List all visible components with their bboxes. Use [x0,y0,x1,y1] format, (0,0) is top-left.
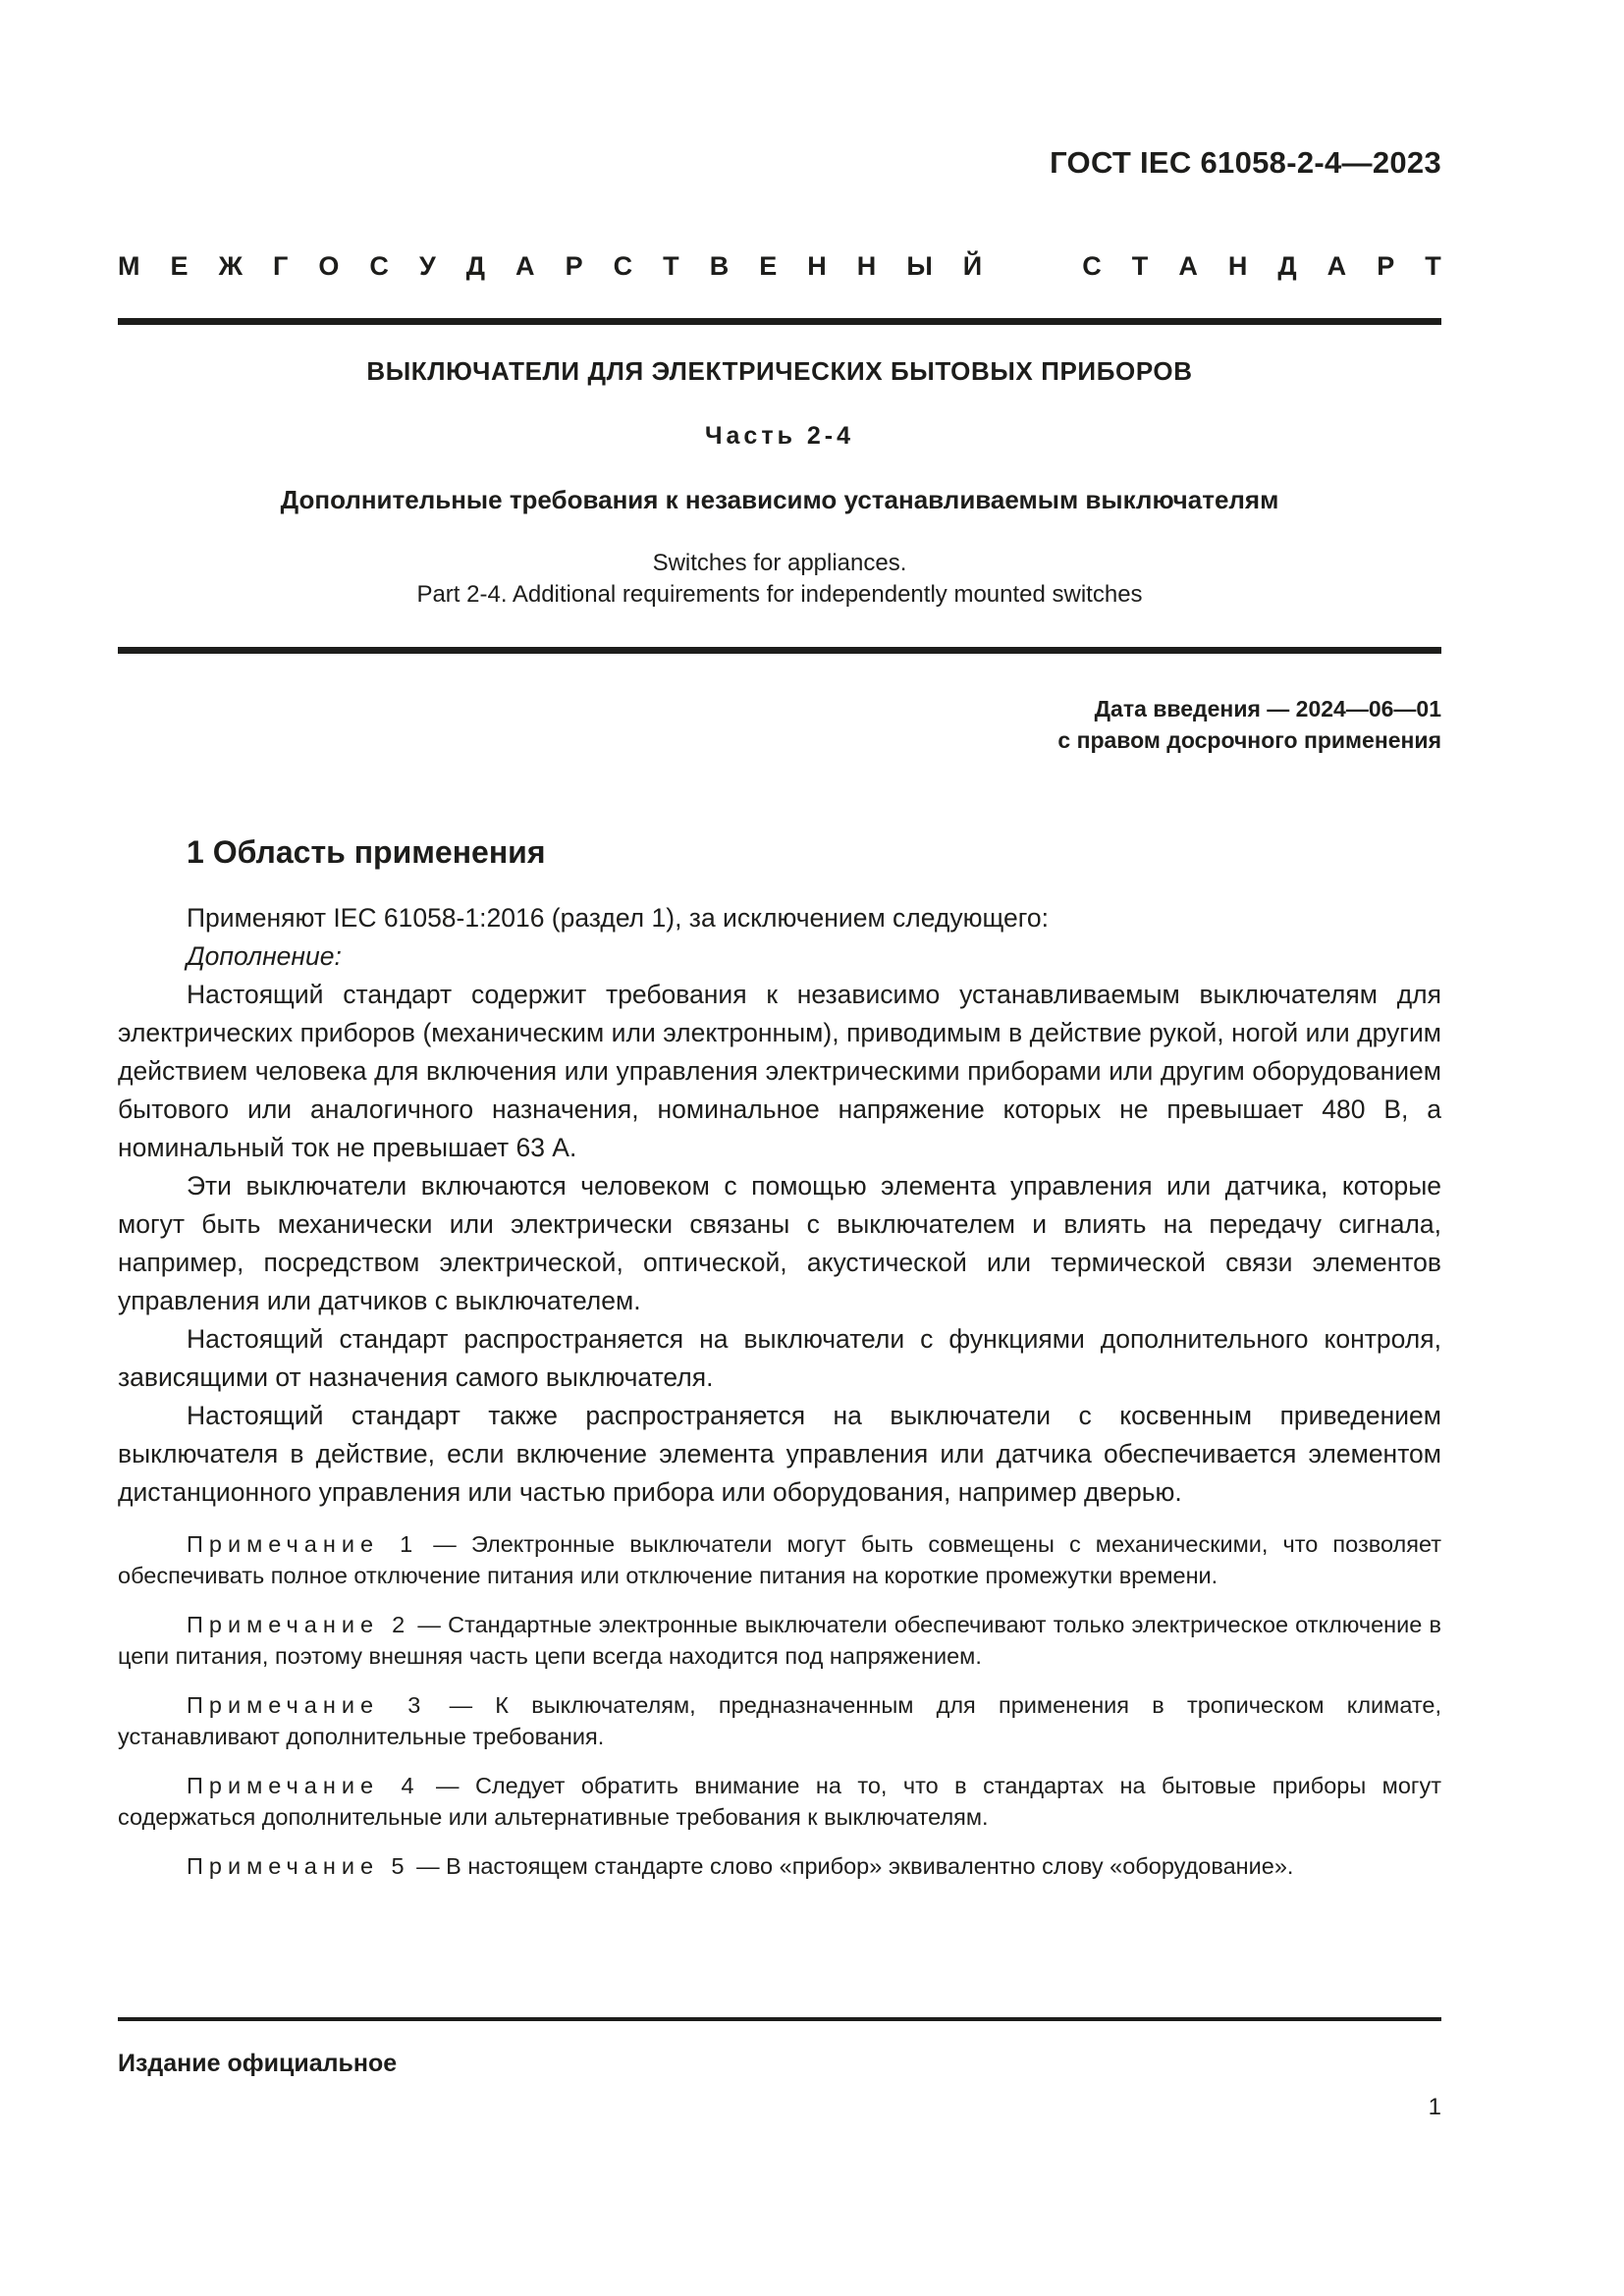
banner-letter: С [1082,251,1102,281]
footer-rule [118,2017,1441,2021]
banner-word-gap [1012,251,1052,282]
body-paragraph: Эти выключатели включаются человеком с помощью элемента управления или датчика, которые могут быть механически или электрически связаны с выключателем и влиять на передачу сигнала, например, посредством электрической, оптической, акустической или термической связи элементов управления или датчиков с выключателем. [118,1171,1441,1315]
banner-letter: Д [465,251,486,281]
banner-letter: А [515,251,535,281]
banner-letter: Р [1377,251,1395,281]
banner-letter: С [369,251,389,281]
banner-letter: Т [1131,251,1149,281]
document-title: ВЫКЛЮЧАТЕЛИ ДЛЯ ЭЛЕКТРИЧЕСКИХ БЫТОВЫХ ПРИБОРОВ [366,356,1193,386]
banner-letter: Г [273,251,289,281]
banner-letter: Т [663,251,679,281]
body-paragraph: Настоящий стандарт распространяется на выключатели с функциями дополнительного контроля, зависящими от назначения самого выключателя. [118,1324,1441,1392]
banner-letter: Ы [906,251,933,281]
note-label: Примечание 1 [187,1531,419,1557]
banner-letter: У [418,251,436,281]
banner-letter: Е [759,251,778,281]
note-text: — Электронные выключатели могут быть совмещены с механическими, что позволяет обеспечивать полное отключение питания или отключение питания на короткие промежутки времени. [118,1531,1442,1588]
note [118,1609,1441,1672]
body-paragraph: Настоящий стандарт содержит требования к независимо устанавливаемым выключателям для электрических приборов (механическим или электронным), приводимым в действие рукой, ногой или другим действием человека для включения или управления электрическими приборами или другим оборудованием бытового или аналогичного назначения, номинальное напряжение которых не превышает 480 В, а номинальный ток не превышает 63 А. [118,980,1441,1162]
banner-letter: Н [856,251,877,281]
note-text: — Следует обратить внимание на то, что в стандартах на бытовые приборы могут содержаться дополнительные или альтернативные требования к выключателям. [118,1773,1441,1830]
note [118,1770,1441,1833]
banner-letter: С [613,251,633,281]
note-text: — К выключателям, предназначенным для применения в тропическом климате, устанавливают дополнительные требования. [118,1692,1441,1749]
english-title-line: Part 2-4. Additional requirements for independently mounted switches [416,581,1143,608]
banner-letter: Т [1425,251,1441,281]
banner-letter: А [1326,251,1347,281]
notes-block [118,1528,1441,1899]
early-application-note: с правом досрочного применения [1057,727,1441,753]
document-subtitle: Дополнительные требования к независимо устанавливаемым выключателям [280,485,1279,514]
note [118,1850,1441,1882]
part-label: Часть 2-4 [704,422,855,450]
section-intro: Применяют IEC 61058-1:2016 (раздел 1), за исключением следующего: [187,903,1049,933]
header-rule [118,318,1441,325]
banner-letter: Й [962,251,983,281]
official-edition-label: Издание официальное [118,2050,398,2077]
note-text: — Стандартные электронные выключатели обеспечивают только электрическое отключение в цепи питания, поэтому внешняя часть цепи всегда находится под напряжением. [118,1612,1441,1669]
addition-label: Дополнение: [187,941,342,971]
banner-letter: А [1178,251,1198,281]
note-label: Примечание 5 [187,1853,410,1879]
banner-letter: Ж [218,251,243,281]
interstate-standard-banner [118,251,1441,282]
introduction-date-block [1057,693,1441,756]
section-heading: 1 Область применения [187,834,546,870]
banner-letter: О [318,251,340,281]
section-body [118,899,1441,1512]
note-text: — В настоящем стандарте слово «прибор» эквивалентно слову «оборудование». [409,1853,1294,1879]
title-rule [118,647,1441,654]
note-label: Примечание 2 [187,1612,411,1637]
introduction-date: Дата введения — 2024—06—01 [1094,696,1441,721]
standard-number: ГОСТ IEC 61058-2-4—2023 [1050,145,1441,180]
body-paragraph: Настоящий стандарт также распространяется на выключатели с косвенным приведением выключателя в действие, если включение элемента управления или датчика обеспечивается элементом дистанционного управления или частью прибора или оборудования, например дверью. [118,1401,1441,1507]
english-title [118,548,1441,611]
note-label: Примечание 4 [187,1773,420,1798]
banner-letter: Н [807,251,827,281]
page-number: 1 [1428,2094,1441,2120]
banner-letter: Е [170,251,189,281]
note [118,1528,1441,1591]
note [118,1689,1441,1752]
banner-letter: Р [565,251,583,281]
note-label: Примечание 3 [187,1692,427,1718]
banner-letter: Н [1227,251,1248,281]
banner-letter: Д [1277,251,1297,281]
english-title-line: Switches for appliances. [652,550,907,576]
banner-letter: М [118,251,140,281]
banner-letter: В [709,251,730,281]
